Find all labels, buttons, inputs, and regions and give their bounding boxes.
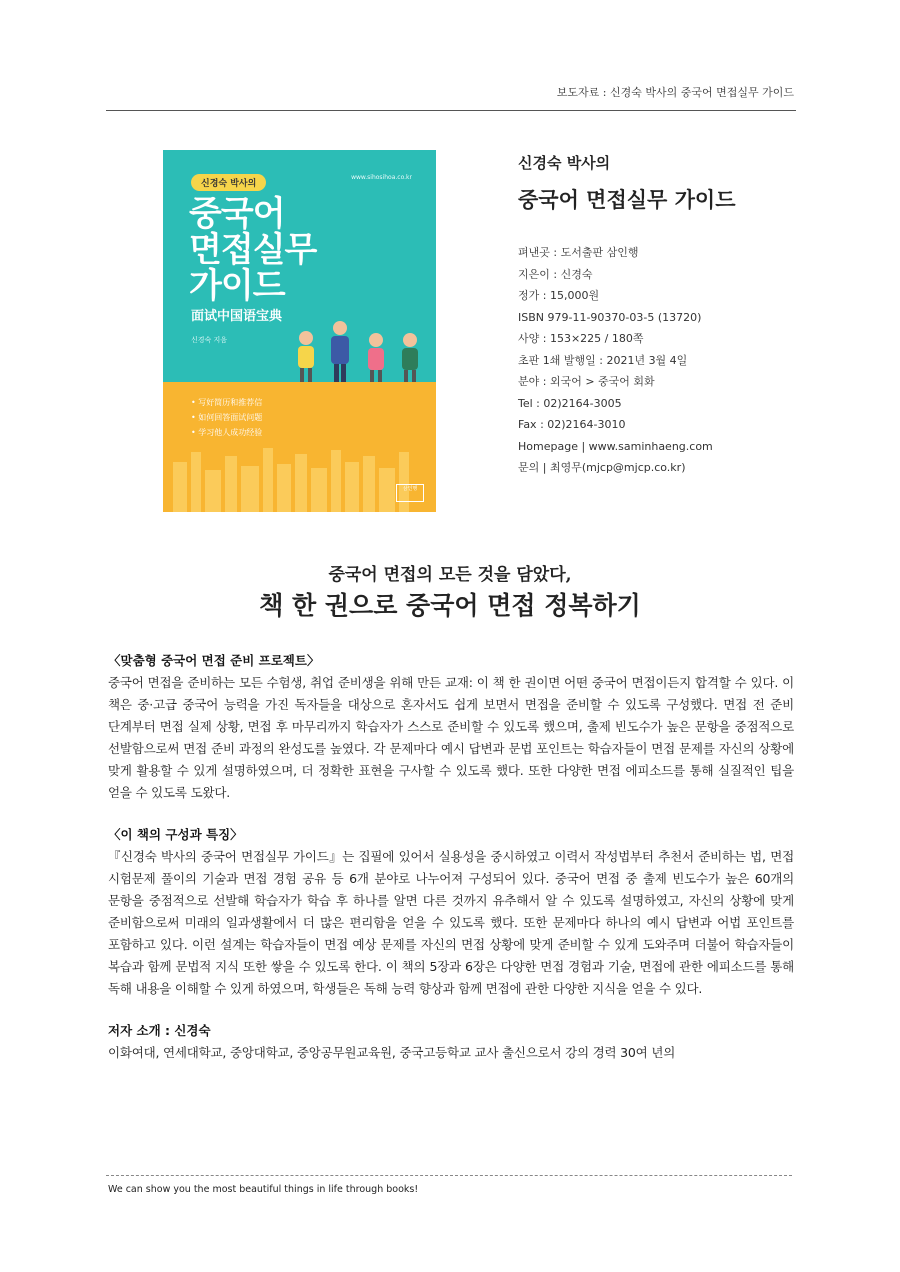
book-cover-image: [163, 150, 436, 512]
book-subtitle: 신경숙 박사의: [518, 154, 611, 172]
info-spec: 사양 : 153×225 / 180쪽: [518, 332, 644, 345]
article-body: [108, 650, 794, 1064]
cover-title-line: 중국어: [189, 194, 285, 234]
section-title: 저자 소개 : 신경숙: [108, 1023, 211, 1038]
cover-tag: 신경숙 박사의: [191, 174, 266, 191]
section-paragraph: 중국어 면접을 준비하는 모든 수험생, 취업 준비생을 위해 만든 교재: 이 책 한 권이면 어떤 중국어 면접이든지 합격할 수 있다. 이 책은 중·고급 중국어 능력을 가진 독자들을 대상으로 혼자서도 쉽게 보면서 면접을 준비할 수 있도록 구성했다. 면접 전 준비 단계부터 면접 실제 상황, 면접 후 마무리까지 학습자가 스스로 준비할 수 있도록 했으며, 출제 빈도수가 높은 문항을 중점적으로 선발함으로써 면접 준비 과정의 완성도를 높였다. 각 문제마다 예시 답변과 문법 포인트는 학습자들이 면접 문제를 자신의 상황에 맞게 활용할 수 있게 설명하였으며, 더 정확한 표현을 구사할 수 있도록 했다. 또한 다양한 면접 에피소드를 통해 실질적인 팁을 얻을 수 있도록 도왔다.: [108, 675, 794, 800]
cover-bullet: • 如何回答面试问题: [191, 413, 263, 422]
section-paragraph: 『신경숙 박사의 중국어 면접실무 가이드』는 집필에 있어서 실용성을 중시하였고 이력서 작성법부터 추천서 준비하는 법, 면접 시험문제 풀이의 기술과 면접 경험 공유 등 6개 분야로 나누어져 구성되어 있다. 중국어 면접 중 출제 빈도수가 높은 60개의 문항을 중점적으로 선발해 학습자가 학습 후 하나를 알면 다른 것까지 유추해서 알 수 있도록 설명하였고, 자신의 상황에 맞게 준비함으로써 미래의 일과생활에서 더 많은 편리함을 얻을 수 있도록 했다. 또한 문제마다 하나의 예시 답변과 어법 포인트를 포함하고 있다. 이런 설계는 학습자들이 면접 예상 문제를 자신의 면접 상황에 맞게 준비할 수 있게 도와주며 더불어 학습자들이 복습과 함께 문법적 지식 또한 쌓을 수 있도록 한다. 이 책의 5장과 6장은 다양한 면접 경험과 기술, 면접에 관한 에피소드를 통해 독해 내용을 이해할 수 있게 하였으며, 학생들은 독해 능력 향상과 함께 면접에 관한 다양한 지식을 얻을 수 있다.: [108, 849, 795, 996]
cover-people-illustration: [288, 318, 428, 390]
cover-title-line: 면접실무: [189, 230, 317, 270]
info-release-date: 초판 1쇄 발행일 : 2021년 3월 4일: [518, 353, 688, 367]
header-divider: [106, 110, 796, 111]
info-price: 정가 : 15,000원: [518, 289, 600, 302]
cover-site: www.sihosihoa.co.kr: [351, 174, 412, 181]
cover-bullet: • 学习他人成功经验: [191, 428, 263, 437]
header-text: 보도자료 : 신경숙 박사의 중국어 면접실무 가이드: [556, 86, 794, 99]
cover-author: 신경숙 지음: [191, 336, 228, 344]
info-homepage-link[interactable]: Homepage | www.saminhaeng.com: [518, 439, 713, 453]
cover-bullet: • 写好简历和推荐信: [191, 398, 263, 407]
headline-title: 책 한 권으로 중국어 면접 정복하기: [259, 591, 641, 620]
info-publisher: 펴낸곳 : 도서출판 삼인행: [518, 246, 639, 259]
cover-chinese-subtitle: 面试中国语宝典: [191, 309, 283, 324]
book-info-list: [518, 242, 713, 479]
cover-title: [189, 196, 316, 304]
info-isbn: ISBN 979-11-90370-03-5 (13720): [518, 310, 702, 324]
book-title: 중국어 면접실무 가이드: [518, 188, 736, 212]
footer-slogan: We can show you the most beautiful things in life through books!: [108, 1184, 419, 1195]
publisher-logo: 삼인행: [396, 484, 424, 502]
section-paragraph: 이화여대, 연세대학교, 중앙대학교, 중앙공무원교육원, 중국고등학교 교사 출신으로서 강의 경력 30여 년의: [108, 1045, 676, 1060]
info-tel: Tel : 02)2164-3005: [518, 396, 622, 410]
info-fax: Fax : 02)2164-3010: [518, 418, 626, 431]
section-title: 〈맞춤형 중국어 면접 준비 프로젝트〉: [108, 653, 320, 668]
info-author: 지은이 : 신경숙: [518, 267, 593, 281]
info-contact-email[interactable]: 문의 | 최영무(mjcp@mjcp.co.kr): [518, 461, 686, 474]
cover-title-line: 가이드: [189, 266, 285, 306]
section-title: 〈이 책의 구성과 특징〉: [108, 827, 243, 842]
footer-divider: [106, 1175, 792, 1176]
headline-subtitle: 중국어 면접의 모든 것을 담았다,: [328, 565, 572, 585]
cover-bullets: [191, 395, 262, 440]
info-category: 분야 : 외국어 > 중국어 회화: [518, 375, 655, 388]
